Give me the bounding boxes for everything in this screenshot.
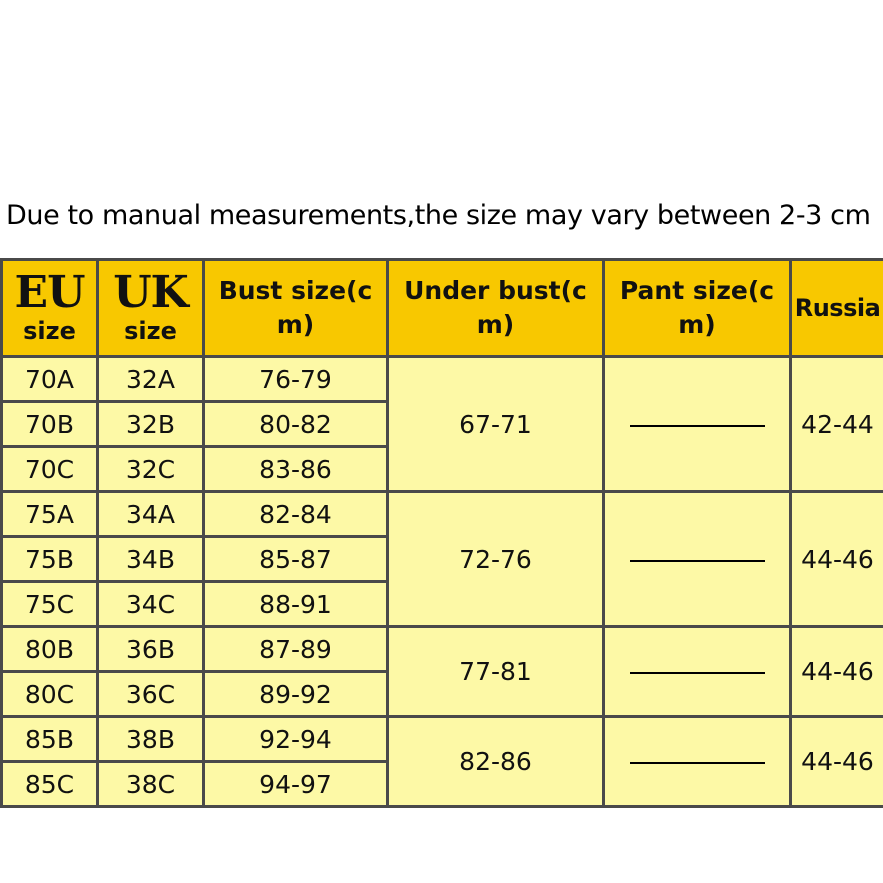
header-eu-size	[2, 260, 98, 357]
uk-code-label: UK	[113, 267, 188, 318]
header-uk-size	[98, 260, 204, 357]
header-row	[2, 260, 883, 357]
bust-size-cell: 80-82	[204, 402, 388, 447]
bust-size-cell: 82-84	[204, 492, 388, 537]
under-bust-cell: 72-76	[388, 492, 604, 627]
eu-size-cell: 70C	[2, 447, 98, 492]
bust-size-cell: 89-92	[204, 672, 388, 717]
uk-size-cell: 38B	[98, 717, 204, 762]
pant-size-cell	[604, 717, 791, 807]
table-row	[2, 357, 883, 402]
eu-size-cell: 85B	[2, 717, 98, 762]
uk-size-cell: 34C	[98, 582, 204, 627]
bust-size-cell: 94-97	[204, 762, 388, 807]
blank-line	[630, 560, 765, 562]
russia-size-cell: 42-44	[791, 357, 883, 492]
uk-size-label: size	[124, 317, 177, 345]
eu-code-label: EU	[14, 267, 85, 318]
under-bust-cell: 82-86	[388, 717, 604, 807]
uk-size-cell: 36B	[98, 627, 204, 672]
size-chart-table	[0, 258, 883, 808]
russia-size-cell: 44-46	[791, 717, 883, 807]
pant-size-cell	[604, 627, 791, 717]
eu-size-cell: 85C	[2, 762, 98, 807]
table-row	[2, 627, 883, 672]
eu-size-cell: 75B	[2, 537, 98, 582]
under-bust-cell: 67-71	[388, 357, 604, 492]
uk-size-cell: 36C	[98, 672, 204, 717]
blank-line	[630, 672, 765, 674]
russia-size-cell: 44-46	[791, 627, 883, 717]
pant-size-cell	[604, 357, 791, 492]
header-pant-size: Pant size(c m)	[604, 260, 791, 357]
russia-size-cell: 44-46	[791, 492, 883, 627]
header-bust-size: Bust size(c m)	[204, 260, 388, 357]
eu-size-cell: 70B	[2, 402, 98, 447]
eu-size-cell: 75C	[2, 582, 98, 627]
uk-size-cell: 38C	[98, 762, 204, 807]
eu-size-label: size	[23, 317, 76, 345]
uk-size-cell: 34B	[98, 537, 204, 582]
header-under-bust: Under bust(c m)	[388, 260, 604, 357]
eu-size-cell: 70A	[2, 357, 98, 402]
measurement-note: Due to manual measurements,the size may vary between 2-3 cm	[6, 200, 871, 231]
pant-size-cell	[604, 492, 791, 627]
table-row	[2, 492, 883, 537]
bust-size-cell: 92-94	[204, 717, 388, 762]
bust-size-cell: 85-87	[204, 537, 388, 582]
eu-size-cell: 75A	[2, 492, 98, 537]
bust-size-cell: 87-89	[204, 627, 388, 672]
eu-size-cell: 80C	[2, 672, 98, 717]
table-row	[2, 717, 883, 762]
under-bust-cell: 77-81	[388, 627, 604, 717]
bust-size-cell: 76-79	[204, 357, 388, 402]
eu-size-cell: 80B	[2, 627, 98, 672]
uk-size-cell: 34A	[98, 492, 204, 537]
uk-size-cell: 32C	[98, 447, 204, 492]
uk-size-cell: 32B	[98, 402, 204, 447]
blank-line	[630, 425, 765, 427]
bust-size-cell: 83-86	[204, 447, 388, 492]
uk-size-cell: 32A	[98, 357, 204, 402]
header-russia: Russia	[791, 260, 883, 357]
blank-line	[630, 762, 765, 764]
bust-size-cell: 88-91	[204, 582, 388, 627]
